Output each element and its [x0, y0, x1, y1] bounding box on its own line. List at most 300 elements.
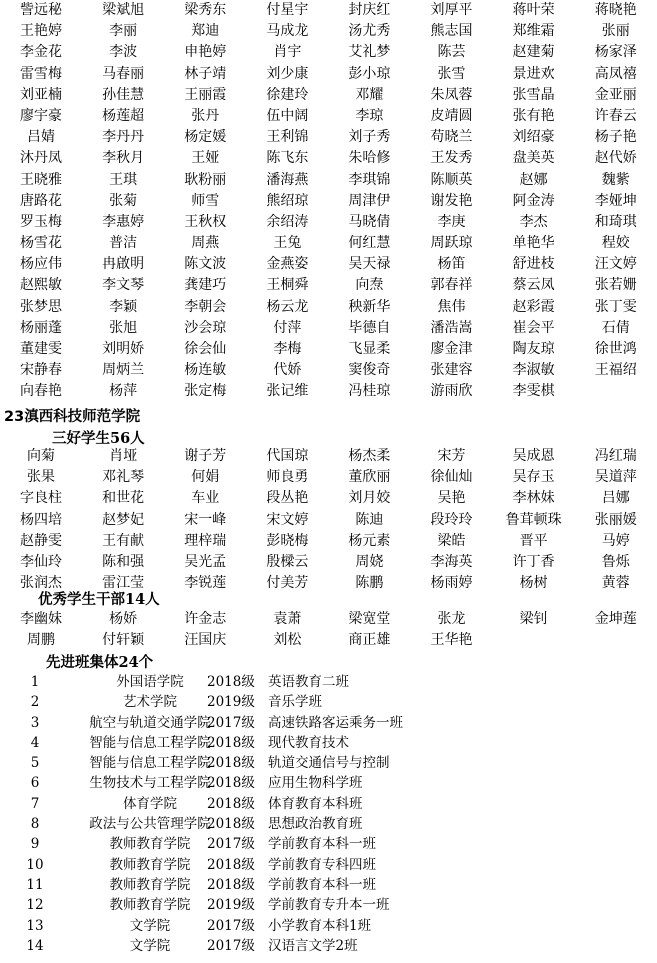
grade-year: 2018级	[207, 755, 255, 772]
student-name: 师雪	[191, 192, 220, 209]
student-name: 刘少康	[266, 65, 309, 82]
student-name: 王丽霞	[184, 86, 227, 103]
student-name: 赵彩霞	[512, 298, 555, 315]
student-name: 张丁雯	[594, 298, 637, 315]
student-name: 刘子秀	[348, 129, 391, 146]
student-name: 赵熙敏	[20, 277, 63, 294]
student-name: 陈顺英	[430, 171, 473, 188]
name-row	[0, 531, 657, 552]
student-name: 董建雯	[20, 341, 63, 357]
class-row	[0, 733, 657, 753]
class-name: 高速铁路客运乘务一班	[268, 714, 403, 731]
student-name: 杨树	[519, 575, 548, 592]
student-name: 和世花	[102, 490, 145, 507]
student-name: 李惠婷	[102, 213, 145, 230]
student-name: 李颖	[109, 298, 138, 315]
student-name: 刘绍豪	[512, 129, 555, 146]
student-name: 杨家泽	[594, 44, 637, 61]
student-name: 蔡云凤	[512, 277, 555, 294]
grade-year: 2017级	[207, 836, 255, 853]
college-name: 教师教育学院	[109, 876, 191, 893]
student-name: 许春云	[594, 107, 637, 124]
student-name: 訾远秘	[20, 2, 63, 18]
student-name: 王有献	[102, 532, 145, 549]
student-name: 廖金津	[430, 341, 473, 357]
college-name: 艺术学院	[123, 694, 177, 711]
class-row	[0, 794, 657, 814]
student-name: 王秋权	[184, 213, 227, 230]
student-name: 陈鹏	[355, 575, 384, 592]
student-name	[575, 630, 657, 651]
student-name: 雷江莹	[102, 575, 145, 592]
class-number: 4	[30, 734, 40, 751]
student-name: 李丹丹	[102, 129, 145, 146]
student-name: 师良勇	[266, 469, 309, 486]
student-name: 刘亚楠	[20, 86, 63, 103]
student-name: 王桐舜	[266, 277, 309, 294]
student-name: 金坤莲	[594, 611, 637, 627]
student-name: 王利锦	[266, 129, 309, 146]
college-name: 智能与信息工程学院	[89, 734, 211, 751]
student-name: 徐世鸿	[594, 341, 637, 357]
student-name: 马晓倩	[348, 213, 391, 230]
student-name: 黄蓉	[601, 575, 630, 592]
class-number: 7	[30, 795, 40, 812]
student-name: 游雨欣	[430, 383, 473, 400]
student-name: 向焘	[355, 277, 384, 294]
name-row	[0, 212, 657, 233]
student-name: 金燕姿	[266, 256, 309, 273]
student-name: 代娇	[273, 362, 302, 379]
class-number: 14	[26, 937, 44, 954]
student-name: 赵静雯	[20, 532, 63, 549]
student-name: 李丽	[109, 23, 138, 40]
student-name: 郑维霜	[512, 23, 555, 40]
student-name: 沙会琼	[184, 319, 227, 336]
student-name: 龚建巧	[184, 277, 227, 294]
student-name: 汪文婷	[594, 256, 637, 273]
student-name: 吴艳	[437, 490, 466, 507]
student-name: 段玲玲	[430, 511, 473, 528]
student-name: 许金志	[184, 611, 227, 627]
class-number: 9	[30, 836, 40, 853]
grade-year: 2019级	[207, 897, 255, 914]
student-name: 杨娇	[109, 611, 138, 627]
jiti-list	[0, 672, 657, 956]
student-name: 张雪	[437, 65, 466, 82]
name-row	[0, 85, 657, 106]
student-name: 林子靖	[184, 65, 227, 82]
student-name: 字良柱	[20, 490, 63, 507]
student-name: 吕娜	[601, 490, 630, 507]
student-name: 冉啟明	[102, 256, 145, 273]
class-row	[0, 814, 657, 834]
grade-year: 2017级	[207, 937, 255, 954]
student-name: 赵建菊	[512, 44, 555, 61]
name-row	[0, 64, 657, 85]
student-name: 杨丽蓬	[20, 319, 63, 336]
student-name: 熊志国	[430, 23, 473, 40]
student-name: 李雯棋	[512, 383, 555, 400]
student-name: 陈芸	[437, 44, 466, 61]
student-name: 张有艳	[512, 107, 555, 124]
grade-year: 2017级	[207, 917, 255, 934]
student-name: 李琼	[355, 107, 384, 124]
student-name: 李幽妹	[20, 611, 63, 627]
student-name: 马春丽	[102, 65, 145, 82]
student-name: 鲁烁	[601, 553, 630, 570]
name-row	[0, 339, 657, 360]
student-name: 张建容	[430, 362, 473, 379]
student-name: 梁斌旭	[102, 2, 145, 18]
name-row	[0, 0, 657, 21]
student-name: 李金花	[20, 44, 63, 61]
class-number: 13	[26, 917, 44, 934]
student-name: 晋平	[519, 532, 548, 549]
class-name: 学前教育本科一班	[268, 836, 376, 853]
grade-year: 2018级	[207, 775, 255, 792]
student-name: 舒进枝	[512, 256, 555, 273]
name-row	[0, 148, 657, 169]
class-number: 3	[30, 714, 40, 731]
student-name: 申艳婷	[184, 44, 227, 61]
student-name: 殷樑云	[266, 553, 309, 570]
student-name: 谢发艳	[430, 192, 473, 209]
student-name: 郑迪	[191, 23, 220, 40]
student-name: 盘美英	[512, 150, 555, 167]
student-name: 徐建玲	[266, 86, 309, 103]
class-name: 学前教育专科四班	[268, 856, 376, 873]
student-name: 皮靖圆	[430, 107, 473, 124]
name-row	[0, 381, 657, 402]
student-name: 李淑敏	[512, 362, 555, 379]
name-row	[0, 446, 657, 467]
student-name: 鲁茸顿珠	[505, 511, 562, 528]
class-row	[0, 834, 657, 854]
class-name: 学前教育本科一班	[268, 876, 376, 893]
student-name: 邓礼琴	[102, 469, 145, 486]
student-name: 梁皓	[437, 532, 466, 549]
student-name: 封庆红	[348, 2, 391, 18]
student-name: 王发秀	[430, 150, 473, 167]
name-row	[0, 552, 657, 573]
college-name: 政法与公共管理学院	[89, 816, 211, 833]
student-name: 沐丹凤	[20, 150, 63, 167]
sanhao-name-grid	[0, 446, 657, 594]
student-name: 杨四培	[20, 511, 63, 528]
student-name: 李朝会	[184, 298, 227, 315]
class-name: 轨道交通信号与控制	[268, 755, 390, 772]
student-name: 张果	[27, 469, 56, 486]
class-row	[0, 855, 657, 875]
grade-year: 2018级	[207, 674, 255, 690]
grade-year: 2018级	[207, 816, 255, 833]
student-name: 唐路花	[20, 192, 63, 209]
student-name: 蒋晓艳	[594, 2, 637, 18]
student-name: 张雪晶	[512, 86, 555, 103]
student-name: 毕德自	[348, 319, 391, 336]
student-name: 赵娜	[519, 171, 548, 188]
name-row	[0, 233, 657, 254]
student-name: 张龙	[437, 611, 466, 627]
name-row	[0, 510, 657, 531]
student-name: 汤尤秀	[348, 23, 391, 40]
sanhao-heading: 三好学生56人	[52, 430, 145, 447]
student-name: 商正雄	[348, 632, 391, 649]
student-name: 陈文波	[184, 256, 227, 273]
student-name: 张旭	[109, 319, 138, 336]
student-name: 周燕	[191, 235, 220, 252]
student-name: 付美芳	[266, 575, 309, 592]
student-name: 陈迪	[355, 511, 384, 528]
student-name: 梁秀东	[184, 2, 227, 18]
name-row	[0, 318, 657, 339]
student-name: 肖宇	[273, 44, 302, 61]
name-row	[0, 609, 657, 630]
class-number: 10	[26, 856, 44, 873]
student-name: 何娟	[191, 469, 220, 486]
student-name: 吴存玉	[512, 469, 555, 486]
class-name: 现代教育技术	[268, 734, 349, 751]
student-name: 董欣丽	[348, 469, 391, 486]
student-name: 李锐莲	[184, 575, 227, 592]
class-row	[0, 773, 657, 793]
student-name: 焦伟	[437, 298, 466, 315]
student-name: 陶友琼	[512, 341, 555, 357]
student-name: 王晓雅	[20, 171, 63, 188]
student-name: 车业	[191, 490, 220, 507]
student-name: 段丛艳	[266, 490, 309, 507]
student-name: 冯桂琼	[348, 383, 391, 400]
student-name: 袁萧	[273, 611, 302, 627]
student-name: 杨子艳	[594, 129, 637, 146]
class-name: 小学教育本科1班	[268, 917, 372, 934]
student-name: 彭小琼	[348, 65, 391, 82]
grade-year: 2018级	[207, 876, 255, 893]
student-name: 代国琼	[266, 448, 309, 464]
student-name: 邓耀	[355, 86, 384, 103]
student-name: 艾礼梦	[348, 44, 391, 61]
class-number: 1	[30, 674, 40, 690]
student-name: 李仙玲	[20, 553, 63, 570]
student-name: 徐仙灿	[430, 469, 473, 486]
student-name: 吴成恩	[512, 448, 555, 464]
student-name: 王琪	[109, 171, 138, 188]
name-row	[0, 191, 657, 212]
name-row	[0, 21, 657, 42]
student-name: 周炳兰	[102, 362, 145, 379]
college-name: 智能与信息工程学院	[89, 755, 211, 772]
student-name: 王兔	[273, 235, 302, 252]
student-name: 秧新华	[348, 298, 391, 315]
student-name: 付萍	[273, 319, 302, 336]
name-row	[0, 42, 657, 63]
student-name: 苟晓兰	[430, 129, 473, 146]
student-name: 阿金涛	[512, 192, 555, 209]
college-name: 航空与轨道交通学院	[89, 714, 211, 731]
student-name: 余绍涛	[266, 213, 309, 230]
class-number: 12	[26, 897, 44, 914]
student-name: 张菊	[109, 192, 138, 209]
student-name: 赵梦妃	[102, 511, 145, 528]
student-name: 张梦思	[20, 298, 63, 315]
student-name: 朱哈修	[348, 150, 391, 167]
student-name: 石倩	[601, 319, 630, 336]
student-name: 普洁	[109, 235, 138, 252]
student-name: 宋芳	[437, 448, 466, 464]
grade-year: 2017级	[207, 714, 255, 731]
student-name: 张丽媛	[594, 511, 637, 528]
student-name: 冯红瑞	[594, 448, 637, 464]
student-name: 向春艳	[20, 383, 63, 400]
class-row	[0, 713, 657, 733]
student-name: 张润杰	[20, 575, 63, 592]
student-name: 李娅坤	[594, 192, 637, 209]
class-row	[0, 672, 657, 692]
student-name: 孙佳慧	[102, 86, 145, 103]
student-name: 向菊	[27, 448, 56, 464]
student-name: 张丹	[191, 107, 220, 124]
student-name: 潘海燕	[266, 171, 309, 188]
student-name: 潘浩嵩	[430, 319, 473, 336]
student-name: 杨笛	[437, 256, 466, 273]
student-name	[493, 630, 575, 651]
student-name: 耿粉丽	[184, 171, 227, 188]
student-name: 朱凤蓉	[430, 86, 473, 103]
grade-year: 2018级	[207, 856, 255, 873]
student-name: 单艳华	[512, 235, 555, 252]
student-name: 崔会平	[512, 319, 555, 336]
student-name: 宋静春	[20, 362, 63, 379]
student-name: 肖垭	[109, 448, 138, 464]
grade-year: 2019级	[207, 694, 255, 711]
student-name: 罗玉梅	[20, 213, 63, 230]
student-name: 马婷	[601, 532, 630, 549]
student-name: 陈飞东	[266, 150, 309, 167]
student-name: 付星宇	[266, 2, 309, 18]
student-name: 程姣	[601, 235, 630, 252]
student-name: 李文琴	[102, 277, 145, 294]
college-name: 生物技术与工程学院	[89, 775, 211, 792]
student-name: 郭春祥	[430, 277, 473, 294]
student-name: 何红慧	[348, 235, 391, 252]
class-number: 11	[26, 876, 44, 893]
grade-year: 2018级	[207, 734, 255, 751]
student-name: 李梅	[273, 341, 302, 357]
student-name: 宋一峰	[184, 511, 227, 528]
student-name: 赵代娇	[594, 150, 637, 167]
student-name: 蒋叶荣	[512, 2, 555, 18]
student-name: 周津伊	[348, 192, 391, 209]
name-row	[0, 360, 657, 381]
name-row	[0, 106, 657, 127]
student-name: 王福绍	[594, 362, 637, 379]
student-name: 吴光孟	[184, 553, 227, 570]
class-name: 体育教育本科班	[268, 795, 363, 812]
name-row	[0, 630, 657, 651]
student-name: 许丁香	[512, 553, 555, 570]
student-name: 刘明娇	[102, 341, 145, 357]
student-name: 徐会仙	[184, 341, 227, 357]
class-row	[0, 936, 657, 956]
award-name-grid-top	[0, 0, 657, 403]
student-name: 李庚	[437, 213, 466, 230]
student-name: 廖宇豪	[20, 107, 63, 124]
student-name: 吴道萍	[594, 469, 637, 486]
student-name: 飞显柔	[348, 341, 391, 357]
class-row	[0, 692, 657, 712]
class-number: 5	[30, 755, 40, 772]
student-name: 宋文婷	[266, 511, 309, 528]
student-name: 刘松	[273, 632, 302, 649]
student-name: 熊绍琼	[266, 192, 309, 209]
class-name: 音乐学班	[268, 694, 322, 711]
college-name: 教师教育学院	[109, 856, 191, 873]
class-number: 8	[30, 816, 40, 833]
student-name: 张丽	[601, 23, 630, 40]
student-name: 杨应伟	[20, 256, 63, 273]
student-name: 杨连敏	[184, 362, 227, 379]
student-name: 彭晓梅	[266, 532, 309, 549]
name-row	[0, 170, 657, 191]
student-name: 周鹏	[27, 632, 56, 649]
class-number: 2	[30, 694, 40, 711]
student-name: 王艳婷	[20, 23, 63, 40]
student-name: 汪国庆	[184, 632, 227, 649]
class-row	[0, 916, 657, 936]
student-name: 和琦琪	[594, 213, 637, 230]
name-row	[0, 275, 657, 296]
student-name: 杨定媛	[184, 129, 227, 146]
student-name: 李波	[109, 44, 138, 61]
student-name: 李杰	[519, 213, 548, 230]
college-name: 体育学院	[123, 795, 177, 812]
jiti-heading: 先进班集体24个	[46, 654, 154, 671]
student-name: 刘月姣	[348, 490, 391, 507]
student-name: 雷雪梅	[20, 65, 63, 82]
student-name: 伍中阔	[266, 107, 309, 124]
student-name: 吕婧	[27, 129, 56, 146]
student-name: 杨杰柔	[348, 448, 391, 464]
student-name: 王华艳	[430, 632, 473, 649]
student-name: 李海英	[430, 553, 473, 570]
college-name: 外国语学院	[116, 674, 184, 690]
student-name: 刘厚平	[430, 2, 473, 18]
name-row	[0, 127, 657, 148]
student-name: 李林妹	[512, 490, 555, 507]
class-name: 思想政治教育班	[268, 816, 363, 833]
student-name: 景进欢	[512, 65, 555, 82]
student-name: 张记维	[266, 383, 309, 400]
student-name: 周跃琼	[430, 235, 473, 252]
student-name: 杨萍	[109, 383, 138, 400]
school-number: 23	[4, 409, 25, 425]
student-name: 梁宽堂	[348, 611, 391, 627]
class-name: 应用生物科学班	[268, 775, 363, 792]
student-name: 谢子芳	[184, 448, 227, 464]
student-name: 杨雪花	[20, 235, 63, 252]
class-number: 6	[30, 775, 40, 792]
college-name: 教师教育学院	[109, 897, 191, 914]
student-name: 魏紫	[601, 171, 630, 188]
class-row	[0, 753, 657, 773]
student-name: 杨元素	[348, 532, 391, 549]
student-name: 理梓瑞	[184, 532, 227, 549]
ganbu-heading: 优秀学生干部14人	[38, 591, 160, 608]
student-name: 马成龙	[266, 23, 309, 40]
student-name: 金亚丽	[594, 86, 637, 103]
student-name: 杨雨婷	[430, 575, 473, 592]
